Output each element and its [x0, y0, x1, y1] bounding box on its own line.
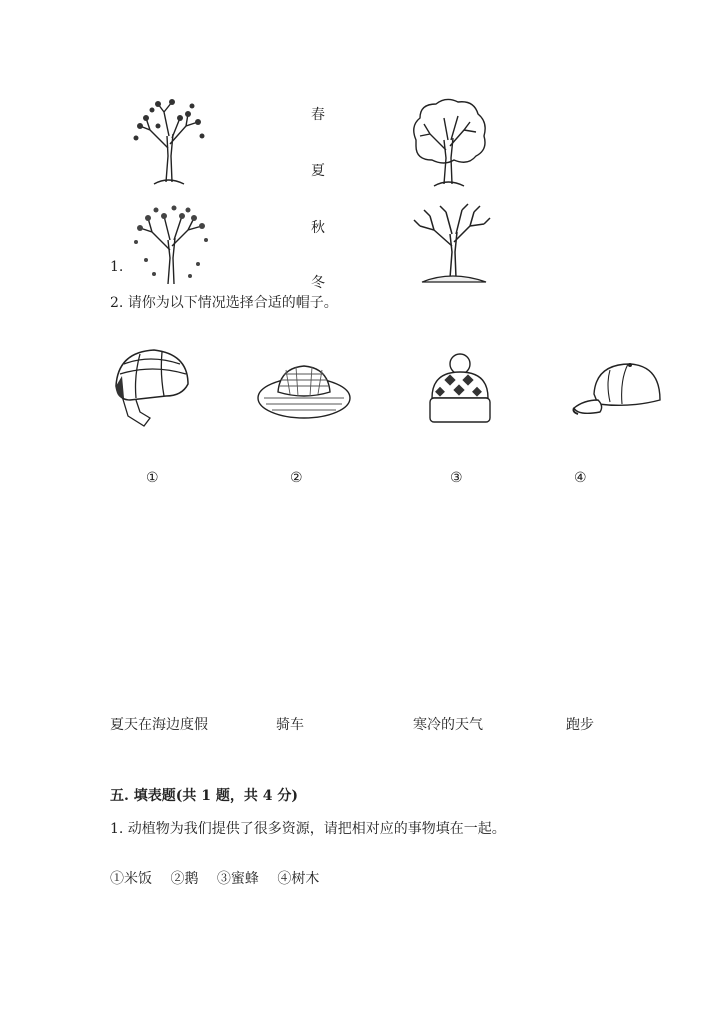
section-5-items: ①米饭 ②鹅 ③蜜蜂 ④树木	[110, 871, 320, 887]
spring-tree-image	[128, 96, 210, 186]
situation-cycling: 骑车	[276, 717, 304, 733]
winter-tree-image	[410, 202, 494, 286]
hat-option-2: ②	[290, 470, 303, 486]
autumn-tree-image	[126, 202, 216, 288]
section-5-question: 1. 动植物为我们提供了很多资源，请把相对应的事物填在一起。	[110, 821, 506, 837]
hat-option-1: ①	[146, 470, 159, 486]
season-summer: 夏	[311, 163, 325, 179]
situation-cold-weather: 寒冷的天气	[413, 717, 483, 733]
season-spring: 春	[311, 107, 325, 123]
bicycle-helmet-image	[110, 346, 194, 432]
season-autumn: 秋	[311, 220, 325, 236]
hat-option-3: ③	[450, 470, 463, 486]
summer-tree-image	[406, 96, 490, 188]
straw-hat-image	[256, 362, 352, 422]
winter-knit-hat-image	[424, 352, 496, 430]
situation-running: 跑步	[566, 717, 594, 733]
hat-option-4: ④	[574, 470, 587, 486]
question-1-number: 1.	[110, 259, 124, 275]
season-winter: 冬	[311, 275, 325, 291]
situation-beach-vacation: 夏天在海边度假	[110, 717, 208, 733]
baseball-cap-image	[570, 360, 664, 420]
section-5-heading: 五. 填表题(共 1 题，共 4 分)	[110, 788, 298, 804]
question-2-prompt: 2. 请你为以下情况选择合适的帽子。	[110, 295, 338, 311]
